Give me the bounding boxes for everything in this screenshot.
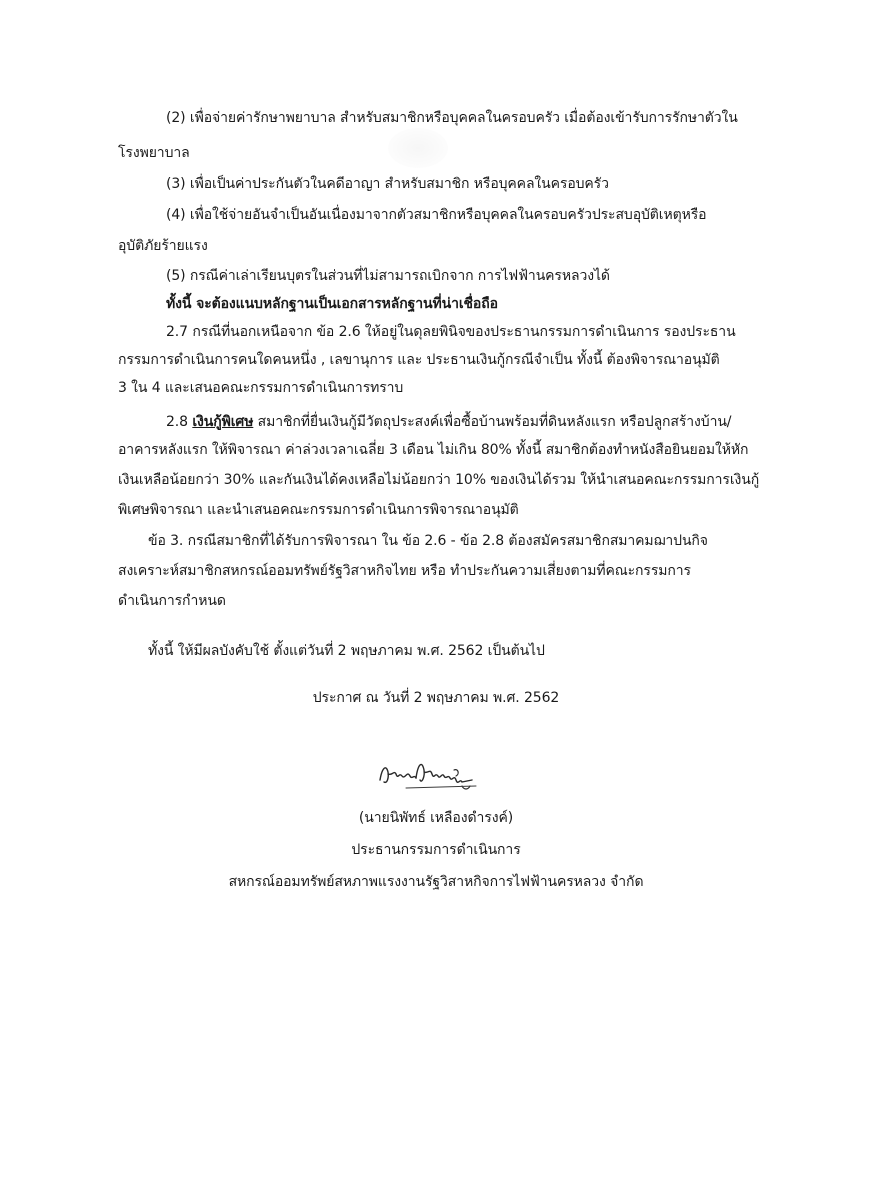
clause-2-8-title: เงินกู้พิเศษ	[192, 414, 254, 430]
clause-2-8-line-2: อาคารหลังแรก ให้พิจารณา ค่าล่วงเวลาเฉลี่ย 3 เดือน ไม่เกิน 80% ทั้งนี้ สมาชิกต้องทำหนังสือยินยอมให้หัก	[118, 442, 749, 458]
loan-item-2: (2) เพื่อจ่ายค่ารักษาพยาบาล สำหรับสมาชิกหรือบุคคลในครอบครัว เมื่อต้องเข้ารับการรักษาตัวใน	[166, 110, 738, 126]
effective-date: ทั้งนี้ ให้มีผลบังคับใช้ ตั้งแต่วันที่ 2 พฤษภาคม พ.ศ. 2562 เป็นต้นไป	[148, 643, 545, 659]
signer-name: (นายนิพัทธ์ เหลืองดำรงค์)	[358, 810, 514, 826]
scan-smudge	[388, 128, 448, 168]
clause-2-7-line-1: 2.7 กรณีที่นอกเหนือจาก ข้อ 2.6 ให้อยู่ในดุลยพินิจของประธานกรรมการดำเนินการ รองประธาน	[166, 324, 736, 340]
signer-title: ประธานกรรมการดำเนินการ	[351, 842, 521, 858]
loan-item-2-continued: โรงพยาบาล	[118, 145, 190, 161]
loan-item-5: (5) กรณีค่าเล่าเรียนบุตรในส่วนที่ไม่สามารถเบิกจาก การไฟฟ้านครหลวงได้	[166, 268, 610, 284]
clause-2-8-line-1	[166, 412, 731, 432]
clause-3-line-3: ดำเนินการกำหนด	[118, 593, 226, 609]
announcement-date: ประกาศ ณ วันที่ 2 พฤษภาคม พ.ศ. 2562	[312, 690, 560, 706]
clause-3-line-2: สงเคราะห์สมาชิกสหกรณ์ออมทรัพย์รัฐวิสาหกิจไทย หรือ ทำประกันความเสี่ยงตามที่คณะกรรมการ	[118, 563, 691, 579]
signature-image	[372, 750, 492, 796]
evidence-note: ทั้งนี้ จะต้องแนบหลักฐานเป็นเอกสารหลักฐานที่น่าเชื่อถือ	[166, 296, 498, 312]
loan-item-4: (4) เพื่อใช้จ่ายอันจำเป็นอันเนื่องมาจากตัวสมาชิกหรือบุคคลในครอบครัวประสบอุบัติเหตุหรือ	[166, 207, 707, 223]
clause-2-8-line-3: เงินเหลือน้อยกว่า 30% และกันเงินได้คงเหลือไม่น้อยกว่า 10% ของเงินได้รวม ให้นำเสนอคณะกรรมการเงินกู้	[118, 472, 760, 488]
clause-2-7-line-3: 3 ใน 4 และเสนอคณะกรรมการดำเนินการทราบ	[118, 380, 404, 396]
organization-name: สหกรณ์ออมทรัพย์สหภาพแรงงานรัฐวิสาหกิจการไฟฟ้านครหลวง จำกัด	[228, 874, 644, 890]
loan-item-4-continued: อุบัติภัยร้ายแรง	[118, 238, 208, 254]
loan-item-3: (3) เพื่อเป็นค่าประกันตัวในคดีอาญา สำหรับสมาชิก หรือบุคคลในครอบครัว	[166, 176, 609, 192]
clause-2-8-number: 2.8	[166, 414, 193, 430]
clause-2-8-line-4: พิเศษพิจารณา และนำเสนอคณะกรรมการดำเนินการพิจารณาอนุมัติ	[118, 502, 519, 518]
clause-3-line-1: ข้อ 3. กรณีสมาชิกที่ได้รับการพิจารณา ใน ข้อ 2.6 - ข้อ 2.8 ต้องสมัครสมาชิกสมาคมฌาปนกิจ	[148, 533, 708, 549]
clause-2-7-line-2: กรรมการดำเนินการคนใดคนหนึ่ง , เลขานุการ และ ประธานเงินกู้กรณีจำเป็น ทั้งนี้ ต้องพิจารณาอนุมัติ	[118, 352, 720, 368]
clause-2-8-line-1-rest: สมาชิกที่ยื่นเงินกู้มีวัตถุประสงค์เพื่อซื้อบ้านพร้อมที่ดินหลังแรก หรือปลูกสร้างบ้าน/	[253, 414, 732, 430]
